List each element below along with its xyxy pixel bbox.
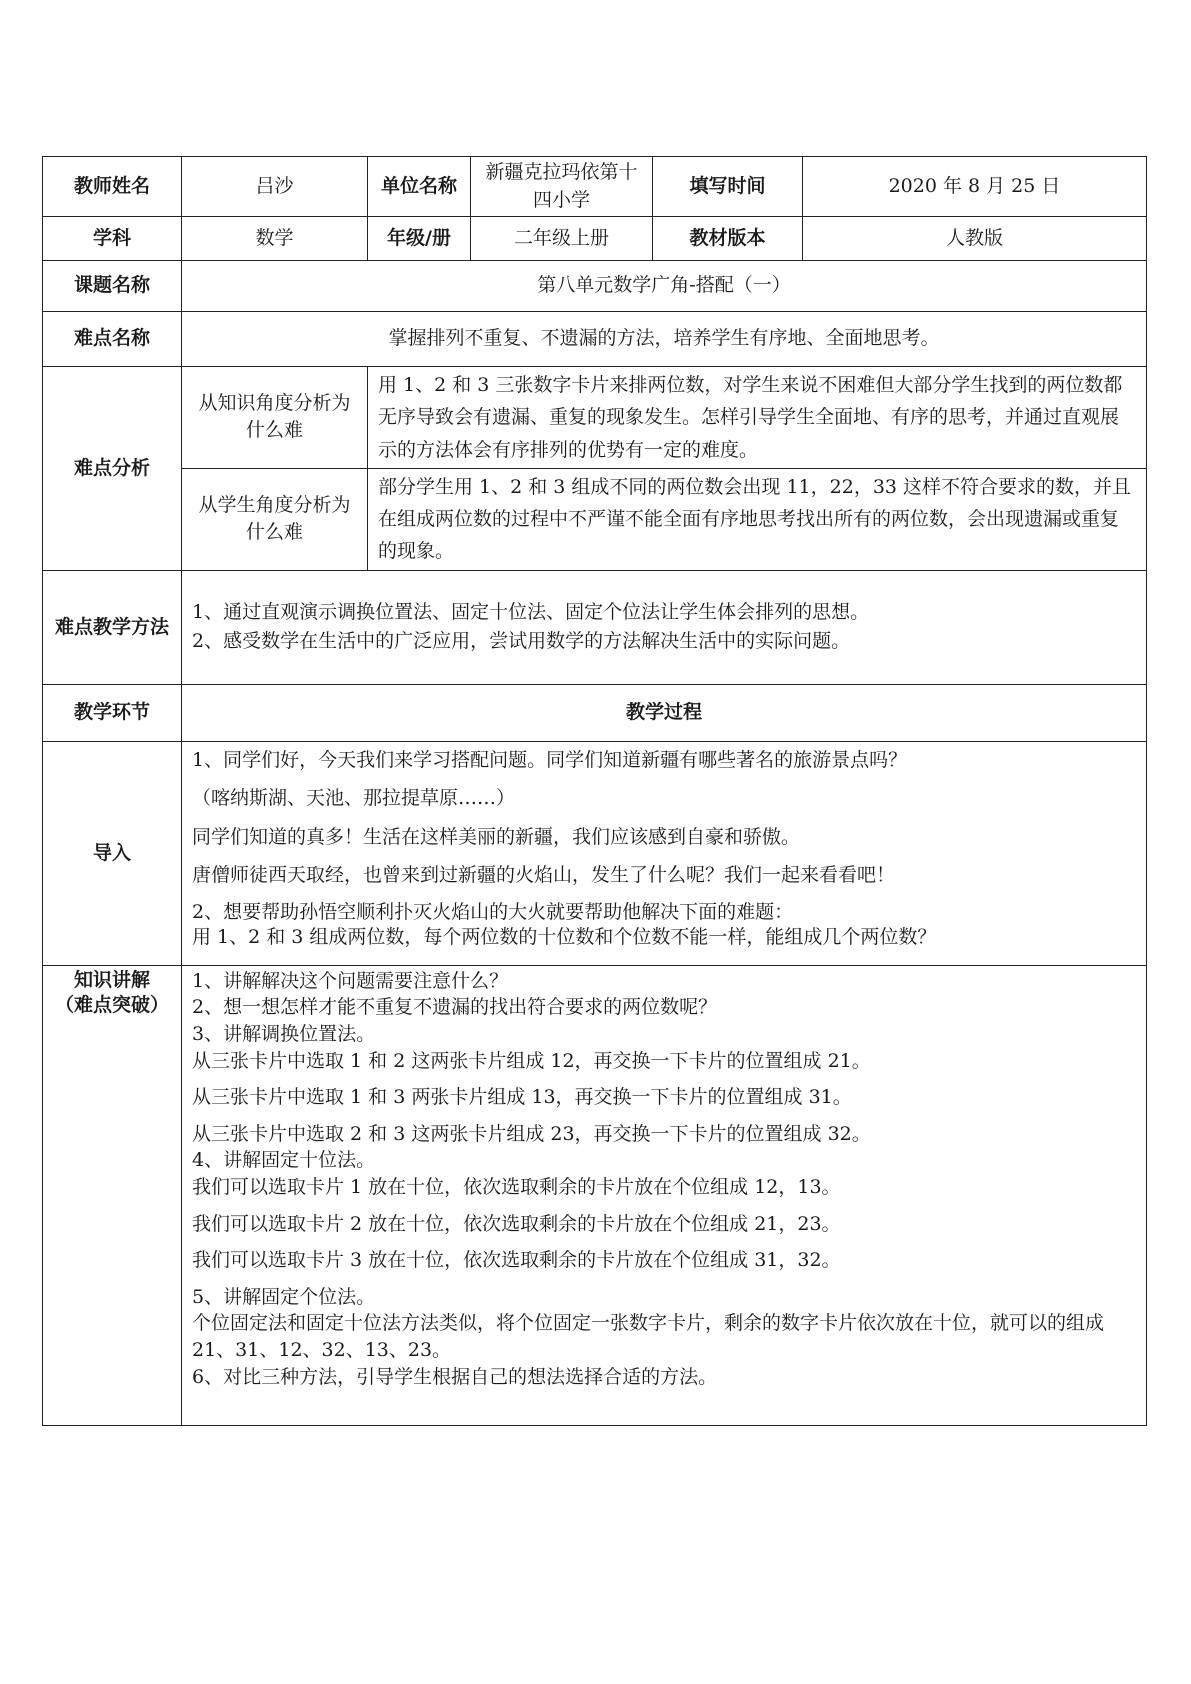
grade-value: 二年级上册 <box>471 217 653 261</box>
intro-line-6: 用 1、2 和 3 组成两位数，每个两位数的十位数和个位数不能一样，能组成几个两位数？ <box>192 926 937 949</box>
intro-content <box>182 741 1147 965</box>
lesson-plan-table <box>42 156 1147 1426</box>
knowledge-line: 6、对比三种方法，引导学生根据自己的想法选择合适的方法。 <box>192 1365 718 1388</box>
topic-value: 第八单元数学广角-搭配（一） <box>182 261 1147 312</box>
teacher-label: 教师姓名 <box>43 157 182 217</box>
student-angle-label-line1: 从学生角度分析为 <box>198 493 351 516</box>
knowledge-row <box>43 965 1147 1425</box>
student-angle-label-line2: 什么难 <box>245 521 303 544</box>
stage-label: 教学环节 <box>43 684 182 741</box>
edition-label: 教材版本 <box>653 217 803 261</box>
topic-label: 课题名称 <box>43 261 182 312</box>
knowledge-line: 个位固定法和固定十位法方法类似，将个位固定一张数字卡片，剩余的数字卡片依次放在十位，就可以的组成 21、31、12、32、13、23。 <box>192 1312 1105 1361</box>
intro-line-3: 同学们知道的真多！生活在这样美丽的新疆，我们应该感到自豪和骄傲。 <box>192 825 801 848</box>
difficulty-value: 掌握排列不重复、不遗漏的方法，培养学生有序地、全面地思考。 <box>182 312 1147 367</box>
student-angle-text: 部分学生用 1、2 和 3 组成不同的两位数会出现 11，22，33 这样不符合要求的数，并且在组成两位数的过程中不严谨不能全面有序地思考找出所有的两位数，会出现遗漏或重复的现象。 <box>368 468 1147 570</box>
knowledge-angle-text: 用 1、2 和 3 三张数字卡片来排两位数，对学生来说不困难但大部分学生找到的两位数都无序导致会有遗漏、重复的现象发生。怎样引导学生全面地、有序的思考，并通过直观展示的方法体会有序排列的优势有一定的难度。 <box>368 367 1147 469</box>
intro-line-5: 2、想要帮助孙悟空顺利扑灭火焰山的大火就要帮助他解决下面的难题： <box>192 900 794 923</box>
teacher-value: 吕沙 <box>182 157 368 217</box>
knowledge-line: 我们可以选取卡片 2 放在十位，依次选取剩余的卡片放在个位组成 21，23。 <box>192 1212 841 1235</box>
process-label: 教学过程 <box>182 684 1147 741</box>
knowledge-content <box>182 965 1147 1425</box>
knowledge-angle-label-line1: 从知识角度分析为 <box>198 391 351 414</box>
knowledge-line: 5、讲解固定个位法。 <box>192 1285 376 1308</box>
header-row-1 <box>43 157 1147 217</box>
analysis-row-knowledge <box>43 367 1147 469</box>
method-content <box>182 570 1147 684</box>
grade-label: 年级/册 <box>368 217 471 261</box>
method-line-1: 1、通过直观演示调换位置法、固定十位法、固定个位法让学生体会排列的思想。 <box>192 600 870 623</box>
date-label: 填写时间 <box>653 157 803 217</box>
knowledge-angle-label-line2: 什么难 <box>245 419 303 442</box>
subject-label: 学科 <box>43 217 182 261</box>
topic-row <box>43 261 1147 312</box>
knowledge-label-line1: 知识讲解 <box>73 968 150 991</box>
analysis-label: 难点分析 <box>43 367 182 571</box>
method-label: 难点教学方法 <box>43 570 182 684</box>
intro-line-4: 唐僧师徒西天取经，也曾来到过新疆的火焰山，发生了什么呢？我们一起来看看吧！ <box>192 864 896 887</box>
intro-line-1: 1、同学们好，今天我们来学习搭配问题。同学们知道新疆有哪些著名的旅游景点吗？ <box>192 748 908 771</box>
edition-value: 人教版 <box>803 217 1147 261</box>
unit-value-line1: 新疆克拉玛依第十 <box>485 160 638 183</box>
knowledge-line: 从三张卡片中选取 1 和 3 两张卡片组成 13，再交换一下卡片的位置组成 31。 <box>192 1086 852 1109</box>
difficulty-row <box>43 312 1147 367</box>
knowledge-line: 从三张卡片中选取 2 和 3 这两张卡片组成 23，再交换一下卡片的位置组成 32。 <box>192 1122 871 1145</box>
knowledge-line: 3、讲解调换位置法。 <box>192 1022 376 1045</box>
intro-line-2: （喀纳斯湖、天池、那拉提草原……） <box>192 787 516 810</box>
subject-value: 数学 <box>182 217 368 261</box>
knowledge-line: 2、想一想怎样才能不重复不遗漏的找出符合要求的两位数呢？ <box>192 996 718 1019</box>
knowledge-line: 1、讲解解决这个问题需要注意什么？ <box>192 969 509 992</box>
analysis-row-student <box>43 468 1147 570</box>
knowledge-line: 我们可以选取卡片 3 放在十位，依次选取剩余的卡片放在个位组成 31，32。 <box>192 1249 841 1272</box>
knowledge-label-line2: （难点突破） <box>54 994 169 1017</box>
knowledge-label <box>43 965 182 1425</box>
difficulty-label: 难点名称 <box>43 312 182 367</box>
knowledge-line: 4、讲解固定十位法。 <box>192 1149 376 1172</box>
knowledge-line: 我们可以选取卡片 1 放在十位，依次选取剩余的卡片放在个位组成 12，13。 <box>192 1175 841 1198</box>
method-line-2: 2、感受数学在生活中的广泛应用，尝试用数学的方法解决生活中的实际问题。 <box>192 630 851 653</box>
process-header-row <box>43 684 1147 741</box>
intro-label: 导入 <box>43 741 182 965</box>
date-value: 2020 年 8 月 25 日 <box>803 157 1147 217</box>
knowledge-line: 从三张卡片中选取 1 和 2 这两张卡片组成 12，再交换一下卡片的位置组成 21。 <box>192 1049 871 1072</box>
student-angle-label <box>182 468 368 570</box>
header-row-2 <box>43 217 1147 261</box>
unit-value <box>471 157 653 217</box>
knowledge-angle-label <box>182 367 368 469</box>
intro-row <box>43 741 1147 965</box>
unit-label: 单位名称 <box>368 157 471 217</box>
method-row <box>43 570 1147 684</box>
unit-value-line2: 四小学 <box>532 188 590 211</box>
